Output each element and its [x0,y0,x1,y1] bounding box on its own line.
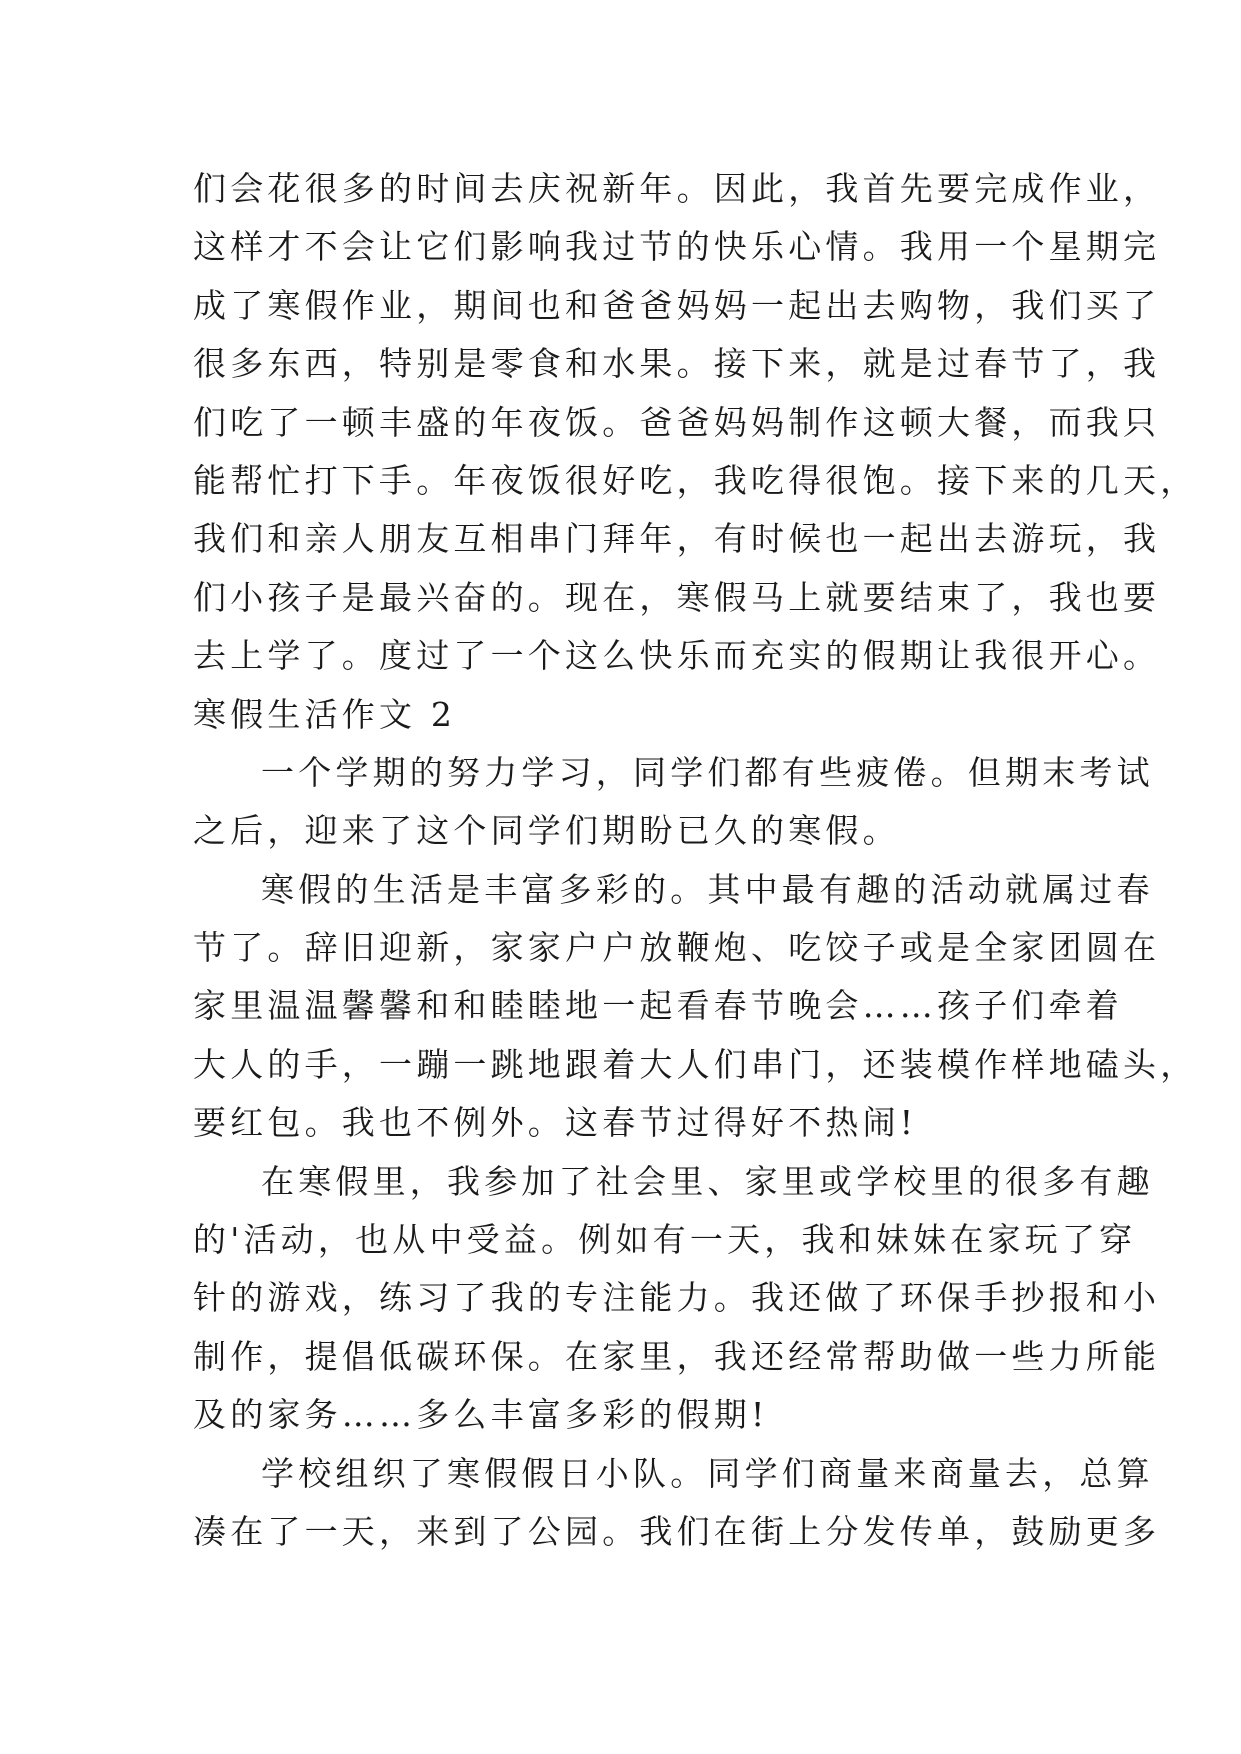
text-line: 们吃了一顿丰盛的年夜饭。爸爸妈妈制作这顿大餐，而我只 [193,402,1161,442]
text-line: 这样才不会让它们影响我过节的快乐心情。我用一个星期完 [193,227,1161,267]
text-line: 大人的手，一蹦一跳地跟着大人们串门，还装模作样地磕头， [193,1044,1198,1084]
text-line: 们会花很多的时间去庆祝新年。因此，我首先要完成作业， [193,169,1161,208]
text-line: 能帮忙打下手。年夜饭很好吃，我吃得很饱。接下来的几天， [193,460,1198,500]
text-line: 要红包。我也不例外。这春节过得好不热闹! [193,1103,918,1143]
text-line: 在寒假里，我参加了社会里、家里或学校里的很多有趣 [261,1161,1154,1201]
text-line: 学校组织了寒假假日小队。同学们商量来商量去，总算 [261,1453,1154,1493]
text-line: 之后，迎来了这个同学们期盼已久的寒假。 [193,811,900,851]
text-line: 很多东西，特别是零食和水果。接下来，就是过春节了，我 [193,344,1161,384]
text-line: 们小孩子是最兴奋的。现在，寒假马上就要结束了，我也要 [193,577,1161,617]
text-line: 节了。辞旧迎新，家家户户放鞭炮、吃饺子或是全家团圆在 [193,928,1161,968]
text-line: 成了寒假作业，期间也和爸爸妈妈一起出去购物，我们买了 [193,285,1161,325]
text-line: 的'活动，也从中受益。例如有一天，我和妹妹在家玩了穿 [193,1220,1137,1260]
text-line: 家里温温馨馨和和睦睦地一起看春节晚会……孩子们牵着 [193,986,1123,1026]
text-line: 制作，提倡低碳环保。在家里，我还经常帮助做一些力所能 [193,1336,1161,1376]
text-line: 及的家务……多么丰富多彩的假期! [193,1395,769,1435]
essay-text [193,160,1198,1561]
text-line: 寒假生活作文 2 [193,694,457,734]
text-line: 去上学了。度过了一个这么快乐而充实的假期让我很开心。 [193,636,1161,676]
text-line: 针的游戏，练习了我的专注能力。我还做了环保手抄报和小 [193,1278,1161,1318]
text-line: 寒假的生活是丰富多彩的。其中最有趣的活动就属过春 [261,869,1154,909]
text-line: 一个学期的努力学习，同学们都有些疲倦。但期末考试 [261,752,1154,792]
text-line: 我们和亲人朋友互相串门拜年，有时候也一起出去游玩，我 [193,519,1161,559]
text-line: 凑在了一天，来到了公园。我们在街上分发传单，鼓励更多 [193,1511,1161,1551]
